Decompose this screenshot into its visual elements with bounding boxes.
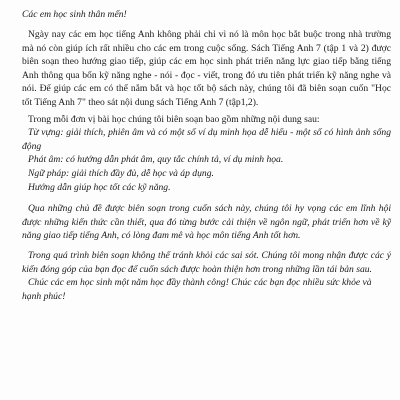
units-intro-paragraph: Trong mỗi đơn vị bài học chúng tôi biên soạn bao gồm những nội dung sau:: [28, 113, 320, 125]
intro-paragraph: Ngày nay các em học tiếng Anh không phải chỉ vì nó là môn học bắt buộc trong nhà trường mà nó còn giúp ích rất nhiều cho các em trong cuộc sống. Sách Tiếng Anh 7 (tập 1 và 2) được biên soạn theo hướng giao tiếp, giúp các em học sinh phát triển năng lực giao tiếp bằng tiếng Anh thông qua bốn kỹ năng nghe - nói - đọc - viết, trong đó ưu tiên phát triển kỹ năng nghe và nói. Để giúp các em có thể nắm bắt và học tốt bộ sách này, chúng tôi đã biên soạn cuốn "Học tốt Tiếng Anh 7" theo sát nội dung sách Tiếng Anh 7 (tập1,2).: [22, 29, 391, 108]
feedback-paragraph: Trong quá trình biên soạn không thể tránh khỏi các sai sót. Chúng tôi mong nhận được các ý kiến đóng góp của bạn đọc để cuốn sách được hoàn thiện hơn trong những lần tái bản sau.: [22, 249, 391, 275]
list-item-vocabulary: Từ vựng: giải thích, phiên âm và có một số ví dụ minh họa dễ hiểu - một số có hình ảnh sống động: [22, 127, 391, 152]
list-item-grammar: Ngữ pháp: giải thích đầy đủ, dễ học và áp dụng.: [28, 167, 214, 179]
list-item-skills: Hướng dẫn giúp học tốt các kỹ năng.: [28, 181, 171, 193]
closing-paragraph: Chúc các em học sinh một năm học đầy thành công! Chúc các bạn đọc nhiều sức khỏe và hạnh phúc!: [22, 277, 372, 302]
salutation: Các em học sinh thân mến!: [22, 9, 127, 20]
hope-paragraph: Qua những chủ đề được biên soạn trong cuốn sách này, chúng tôi hy vọng các em lĩnh hội được những kiến thức cần thiết, qua đó từng bước cải thiện về ngôn ngữ, phát triển hơn về kỹ năng giao tiếp tiếng Anh, có lòng đam mê và học môn tiếng Anh tốt hơn.: [22, 203, 391, 242]
list-item-pronunciation: Phát âm: có hướng dẫn phát âm, quy tắc chính tả, ví dụ minh họa.: [28, 154, 284, 166]
